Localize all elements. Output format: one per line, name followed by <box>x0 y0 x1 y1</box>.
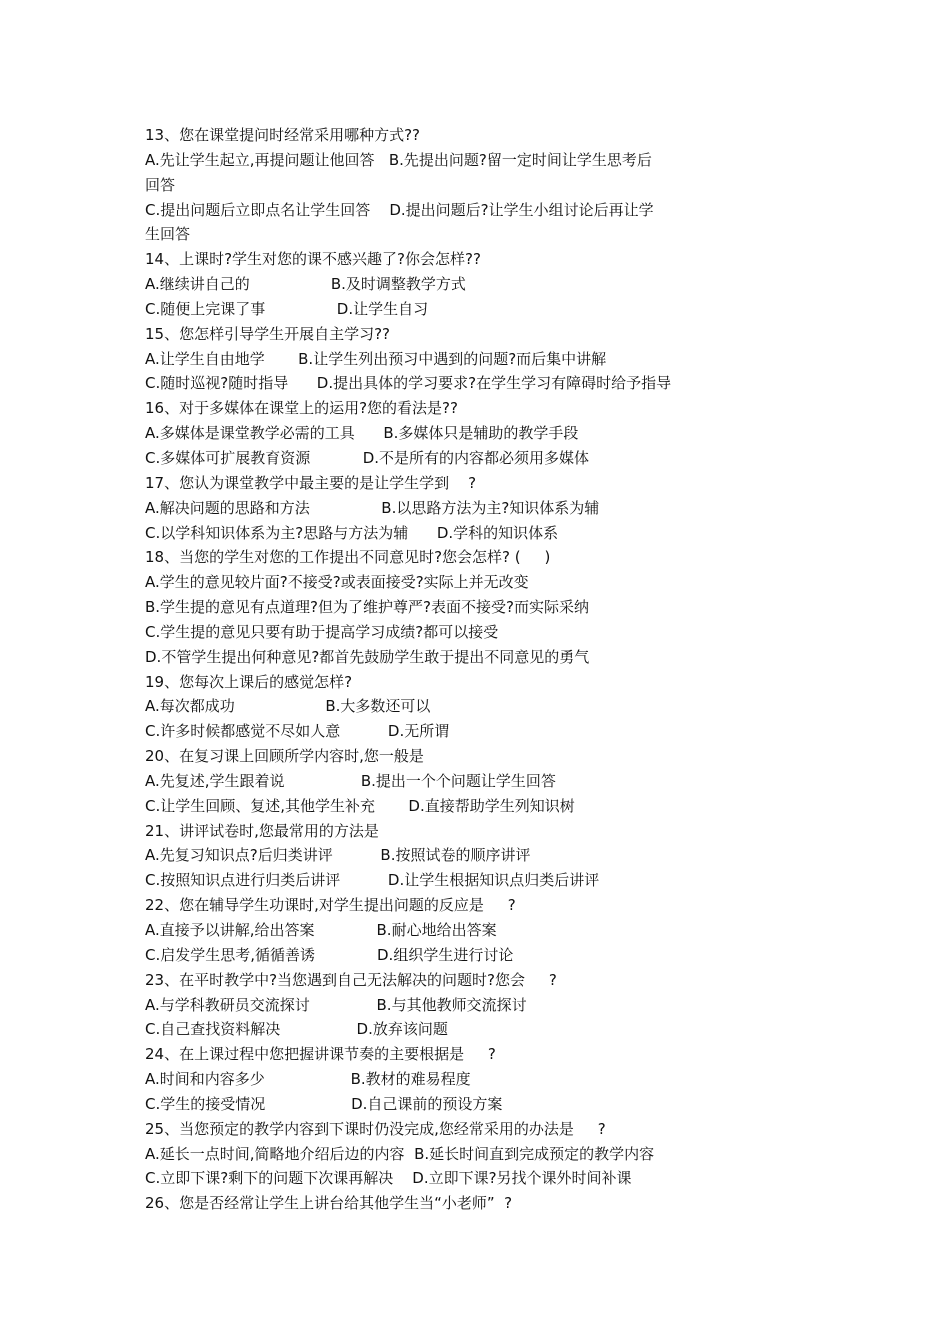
question-20-option-cd: C.让学生回顾、复述,其他学生补充 D.直接帮助学生列知识树 <box>145 796 575 815</box>
question-18-option-d: D.不管学生提出何种意见?都首先鼓励学生敢于提出不同意见的勇气 <box>145 647 590 666</box>
question-24-option-cd: C.学生的接受情况 D.自己课前的预设方案 <box>145 1094 503 1113</box>
question-16-option-cd: C.多媒体可扩展教育资源 D.不是所有的内容都必须用多媒体 <box>145 448 590 467</box>
question-23-title: 23、在平时教学中?当您遇到自己无法解决的问题时?您会 ? <box>145 970 557 989</box>
question-14-option-cd: C.随便上完课了事 D.让学生自习 <box>145 299 429 318</box>
question-14-title: 14、上课时?学生对您的课不感兴趣了?你会怎样?? <box>145 250 481 269</box>
question-22-option-ab: A.直接予以讲解,给出答案 B.耐心地给出答案 <box>145 921 497 939</box>
question-25-option-cd: C.立即下课?剩下的问题下次课再解决 D.立即下课?另找个课外时间补课 <box>145 1169 632 1188</box>
question-17-option-ab: A.解决问题的思路和方法 B.以思路方法为主?知识体系为辅 <box>145 498 600 517</box>
question-16-title: 16、对于多媒体在课堂上的运用?您的看法是?? <box>145 399 458 418</box>
question-23-option-cd: C.自己查找资料解决 D.放弃该问题 <box>145 1020 448 1039</box>
question-13-option-d-wrap: 生回答 <box>145 225 191 244</box>
question-15-option-ab: A.让学生自由地学 B.让学生列出预习中遇到的问题?而后集中讲解 <box>145 349 607 368</box>
question-26-title: 26、您是否经常让学生上讲台给其他学生当“小老师” ? <box>145 1194 513 1213</box>
question-18-option-b: B.学生提的意见有点道理?但为了维护尊严?表面不接受?而实际采纳 <box>145 598 589 617</box>
question-19-title: 19、您每次上课后的感觉怎样? <box>145 672 353 691</box>
question-13-option-b-wrap: 回答 <box>145 175 176 194</box>
question-13-option-ab: A.先让学生起立,再提问题让他回答 B.先提出问题?留一定时间让学生思考后 <box>145 150 652 169</box>
question-19-option-cd: C.许多时候都感觉不尽如人意 D.无所谓 <box>145 722 450 741</box>
question-15-title: 15、您怎样引导学生开展自主学习?? <box>145 324 391 343</box>
question-25-option-ab: A.延长一点时间,简略地介绍后边的内容 B.延长时间直到完成预定的教学内容 <box>145 1144 655 1163</box>
question-25-title: 25、当您预定的教学内容到下课时仍没完成,您经常采用的办法是 ? <box>145 1119 606 1138</box>
question-24-title: 24、在上课过程中您把握讲课节奏的主要根据是 ? <box>145 1045 496 1064</box>
question-13-option-cd: C.提出问题后立即点名让学生回答 D.提出问题后?让学生小组讨论后再让学 <box>145 200 654 219</box>
question-20-title: 20、在复习课上回顾所学内容时,您一般是 <box>145 747 424 766</box>
question-18-option-a: A.学生的意见较片面?不接受?或表面接受?实际上并无改变 <box>145 573 529 592</box>
question-22-option-cd: C.启发学生思考,循循善诱 D.组织学生进行讨论 <box>145 945 514 964</box>
question-18-title: 18、当您的学生对您的工作提出不同意见时?您会怎样? ( ) <box>145 548 551 567</box>
question-16-option-ab: A.多媒体是课堂教学必需的工具 B.多媒体只是辅助的教学手段 <box>145 424 579 443</box>
question-14-option-ab: A.继续讲自己的 B.及时调整教学方式 <box>145 275 466 294</box>
question-19-option-ab: A.每次都成功 B.大多数还可以 <box>145 697 431 716</box>
question-17-option-cd: C.以学科知识体系为主?思路与方法为辅 D.学科的知识体系 <box>145 523 559 542</box>
question-24-option-ab: A.时间和内容多少 B.教材的难易程度 <box>145 1070 471 1089</box>
question-18-option-c: C.学生提的意见只要有助于提高学习成绩?都可以接受 <box>145 622 499 641</box>
question-22-title: 22、您在辅导学生功课时,对学生提出问题的反应是 ? <box>145 896 516 915</box>
question-text-body <box>145 123 730 1216</box>
question-21-option-cd: C.按照知识点进行归类后讲评 D.让学生根据知识点归类后讲评 <box>145 871 600 890</box>
question-21-title: 21、讲评试卷时,您最常用的方法是 <box>145 821 379 840</box>
question-21-option-ab: A.先复习知识点?后归类讲评 B.按照试卷的顺序讲评 <box>145 846 531 865</box>
question-15-option-cd: C.随时巡视?随时指导 D.提出具体的学习要求?在学生学习有障碍时给予指导 <box>145 374 672 393</box>
question-13-title: 13、您在课堂提问时经常采用哪种方式?? <box>145 126 421 144</box>
question-17-title: 17、您认为课堂教学中最主要的是让学生学到 ? <box>145 473 477 492</box>
question-20-option-ab: A.先复述,学生跟着说 B.提出一个个问题让学生回答 <box>145 771 556 790</box>
question-23-option-ab: A.与学科教研员交流探讨 B.与其他教师交流探讨 <box>145 995 527 1014</box>
